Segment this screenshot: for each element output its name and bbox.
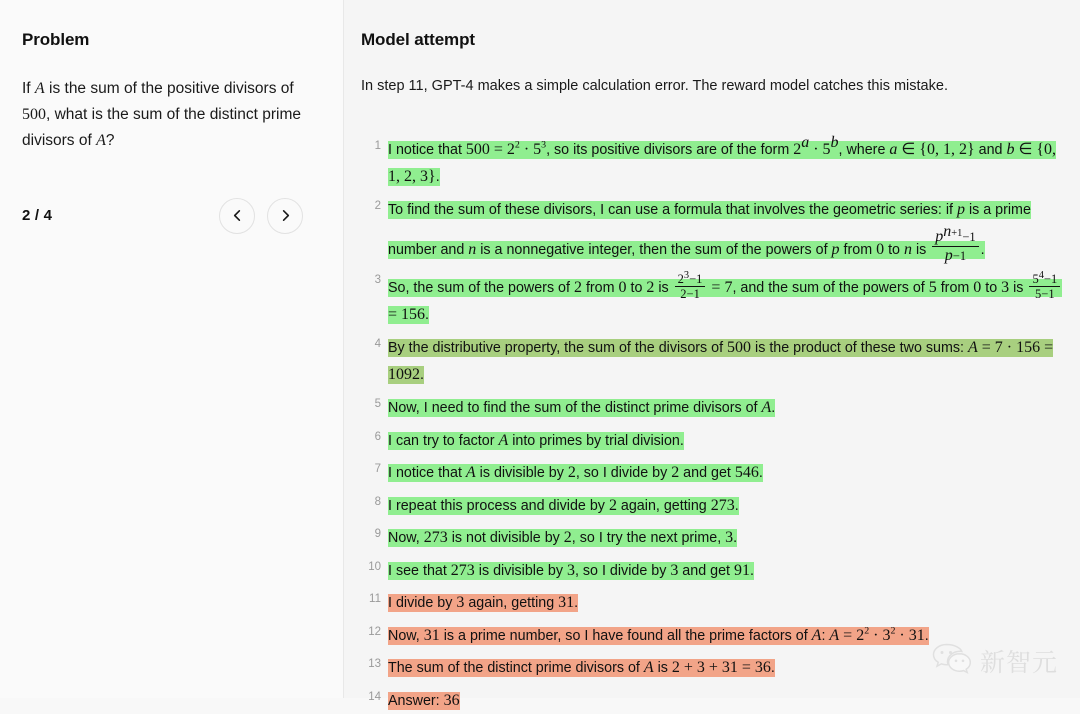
model-attempt-title: Model attempt — [361, 30, 475, 49]
step-number: 8 — [374, 495, 381, 508]
reasoning-step[interactable] — [361, 687, 1066, 714]
reasoning-step[interactable] — [361, 136, 1066, 191]
reasoning-step[interactable] — [361, 196, 1066, 265]
step-number: 1 — [374, 139, 381, 152]
problem-text-suffix: ? — [105, 131, 115, 149]
step-number: 13 — [368, 658, 381, 671]
model-attempt-description: In step 11, GPT-4 makes a simple calculation error. The reward model catches this mistake. — [361, 78, 948, 94]
watermark-text: 新智元 — [979, 647, 1058, 677]
next-page-button[interactable] — [267, 198, 303, 234]
problem-text-mid2: , what is the sum of the distinct prime divisors of — [22, 105, 301, 149]
step-content: Now, I need to find the sum of the distinct prime divisors of A. — [388, 398, 776, 416]
step-number: 9 — [374, 528, 381, 541]
model-attempt-panel — [344, 0, 1080, 709]
reasoning-step[interactable] — [361, 270, 1066, 329]
step-number: 11 — [369, 593, 381, 606]
step-content: The sum of the distinct prime divisors of A is 2 + 3 + 31 = 36. — [388, 659, 775, 677]
step-content: Answer: 36 — [388, 691, 460, 709]
reasoning-steps-list — [361, 136, 1066, 714]
step-number: 10 — [368, 560, 381, 573]
chevron-left-icon — [230, 208, 245, 223]
problem-panel — [0, 0, 344, 698]
chevron-right-icon — [278, 208, 293, 223]
step-content: I can try to factor A into primes by trial division. — [388, 431, 684, 449]
problem-panel-title: Problem — [22, 30, 90, 49]
wechat-bubbles-icon — [931, 641, 971, 680]
step-number: 3 — [374, 274, 381, 287]
reasoning-step[interactable] — [361, 492, 1066, 520]
reasoning-step[interactable] — [361, 394, 1066, 422]
step-content: I see that 273 is divisible by 3, so I divide by 3 and get 91. — [388, 561, 754, 579]
reasoning-step[interactable] — [361, 557, 1066, 585]
step-content: Now, 273 is not divisible by 2, so I try the next prime, 3. — [388, 529, 738, 547]
problem-statement — [22, 76, 321, 154]
previous-page-button[interactable] — [219, 198, 255, 234]
problem-variable-a: A — [34, 80, 45, 97]
step-content: By the distributive property, the sum of the divisors of 500 is the product of these two sums: A = 7 · 156 = 1092. — [388, 338, 1054, 384]
reasoning-step[interactable] — [361, 334, 1066, 389]
problem-number-500: 500 — [22, 105, 46, 123]
problem-text-mid1: is the sum of the positive divisors of — [44, 80, 294, 97]
step-content: I divide by 3 again, getting 31. — [388, 594, 579, 612]
step-number: 12 — [368, 625, 381, 638]
reasoning-step[interactable] — [361, 524, 1066, 552]
problem-variable-a2: A — [96, 131, 106, 149]
step-content: To find the sum of these divisors, I can use a formula that involves the geometric series: if p is a prime number and n is a nonnegative integer, then the sum of the powers of p from 0 to n is $\frac{p^{n+1}-1}{p-1}$ . — [388, 200, 1031, 265]
page-counter: 2 / 4 — [22, 207, 53, 225]
reasoning-step[interactable] — [361, 427, 1066, 455]
step-number: 6 — [374, 430, 381, 443]
step-number: 5 — [374, 397, 381, 410]
step-content: I notice that $500 = 2^2 \cdot 5^3$, so its positive divisors are of the form 2$^a$ · 5$^b$, where a ∈ {0, 1, 2} and b ∈ {0, 1, 2, 3}. — [388, 134, 1057, 186]
step-content: So, the sum of the powers of 2 from 0 to 2 is $\frac{2^3-1}{2-1}$ = 7, and the sum of the powers of 5 from 0 to 3 is $\frac{5^4-1}{5-1}$ = 156. — [388, 270, 1066, 329]
pagination-buttons — [219, 198, 303, 234]
step-number: 7 — [374, 463, 381, 476]
reasoning-step[interactable] — [361, 589, 1066, 617]
step-number: 14 — [368, 690, 381, 703]
step-content: Now, 31 is a prime number, so I have found all the prime factors of A: $A = 2^2 \cdot 3^2 \cdot 31$. — [388, 625, 929, 644]
pagination — [22, 198, 321, 234]
watermark — [931, 641, 1058, 680]
step-number: 4 — [374, 337, 381, 350]
step-content: I repeat this process and divide by 2 again, getting 273. — [388, 496, 739, 514]
reasoning-step[interactable] — [361, 459, 1066, 487]
step-content: I notice that A is divisible by 2, so I divide by 2 and get 546. — [388, 464, 763, 482]
step-number: 2 — [374, 199, 381, 212]
problem-text-prefix: If — [22, 80, 35, 97]
